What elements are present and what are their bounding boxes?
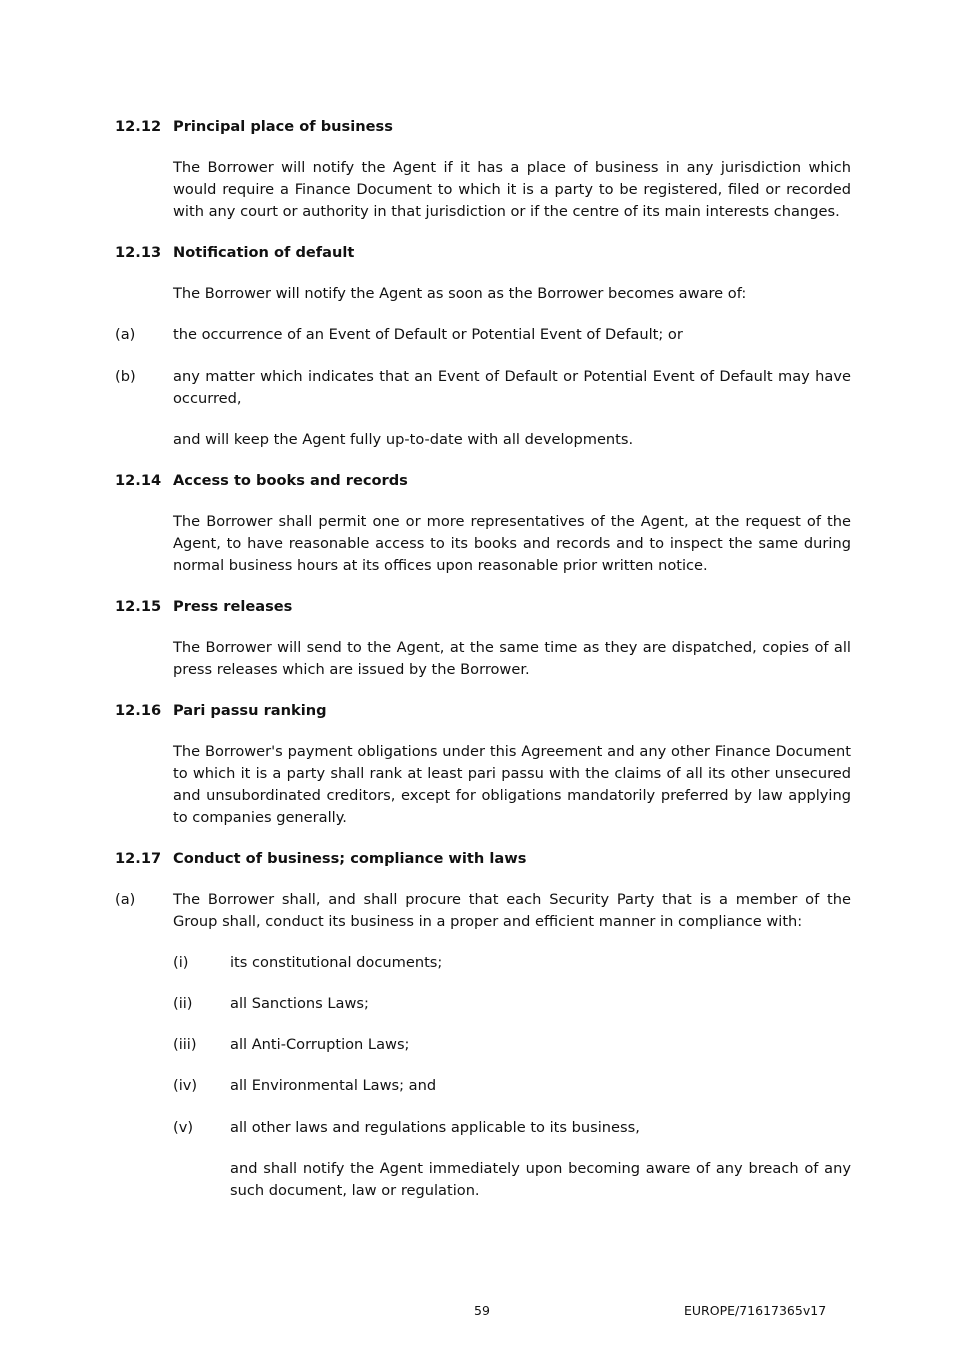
document-reference: EUROPE/71617365v17	[684, 1303, 827, 1318]
section-closing: and shall notify the Agent immediately upon becoming aware of any breach of any such document, law or regulation.	[230, 1160, 851, 1199]
section-number: 12.13	[115, 244, 162, 261]
list-marker: (b)	[115, 368, 136, 385]
section-title: Pari passu ranking	[173, 702, 327, 719]
sublist-marker: (i)	[173, 954, 189, 971]
section-closing: and will keep the Agent fully up-to-date with all developments.	[173, 431, 634, 448]
sublist-item-text: its constitutional documents;	[230, 954, 443, 971]
sublist-item-text: all other laws and regulations applicable to its business,	[230, 1119, 640, 1136]
section-paragraph: The Borrower will send to the Agent, at the same time as they are dispatched, copies of all press releases which are issued by the Borrower.	[173, 639, 851, 678]
sublist-item-text: all Sanctions Laws;	[230, 995, 369, 1012]
section-paragraph: The Borrower will notify the Agent if it has a place of business in any jurisdiction which would require a Finance Document to which it is a party to be registered, filed or recorded with any court or authority in that jurisdiction or if the centre of its main interests changes.	[173, 159, 851, 220]
section-intro: The Borrower will notify the Agent as soon as the Borrower becomes aware of:	[173, 285, 747, 302]
section-number: 12.16	[115, 702, 162, 719]
section-paragraph: The Borrower's payment obligations under this Agreement and any other Finance Document to which it is a party shall rank at least pari passu with the claims of all its other unsecured and unsubordinated creditors, except for obligations mandatorily preferred by law applying to companies generally.	[173, 743, 851, 826]
sublist-marker: (ii)	[173, 995, 193, 1012]
list-item-text: the occurrence of an Event of Default or Potential Event of Default; or	[173, 326, 683, 343]
sublist-marker: (iv)	[173, 1077, 198, 1094]
section-paragraph: The Borrower shall permit one or more representatives of the Agent, at the request of the Agent, to have reasonable access to its books and records and to inspect the same during normal business hours at its offices upon reasonable prior written notice.	[173, 513, 851, 574]
sublist-item-text: all Environmental Laws; and	[230, 1077, 437, 1094]
sublist-marker: (v)	[173, 1119, 194, 1136]
list-item-text: The Borrower shall, and shall procure that each Security Party that is a member of the Group shall, conduct its business in a proper and efficient manner in compliance with:	[173, 891, 851, 930]
section-number: 12.14	[115, 472, 162, 489]
page-number: 59	[474, 1303, 490, 1318]
section-title: Press releases	[173, 598, 293, 615]
list-marker: (a)	[115, 326, 136, 343]
section-title: Access to books and records	[173, 472, 408, 489]
list-item-text: any matter which indicates that an Event of Default or Potential Event of Default may have occurred,	[173, 368, 851, 407]
section-number: 12.15	[115, 598, 162, 615]
section-title: Notification of default	[173, 244, 355, 261]
section-number: 12.12	[115, 118, 162, 135]
list-marker: (a)	[115, 891, 136, 908]
section-number: 12.17	[115, 850, 162, 867]
section-title: Conduct of business; compliance with laws	[173, 850, 527, 867]
section-title: Principal place of business	[173, 118, 393, 135]
sublist-item-text: all Anti-Corruption Laws;	[230, 1036, 410, 1053]
sublist-marker: (iii)	[173, 1036, 197, 1053]
